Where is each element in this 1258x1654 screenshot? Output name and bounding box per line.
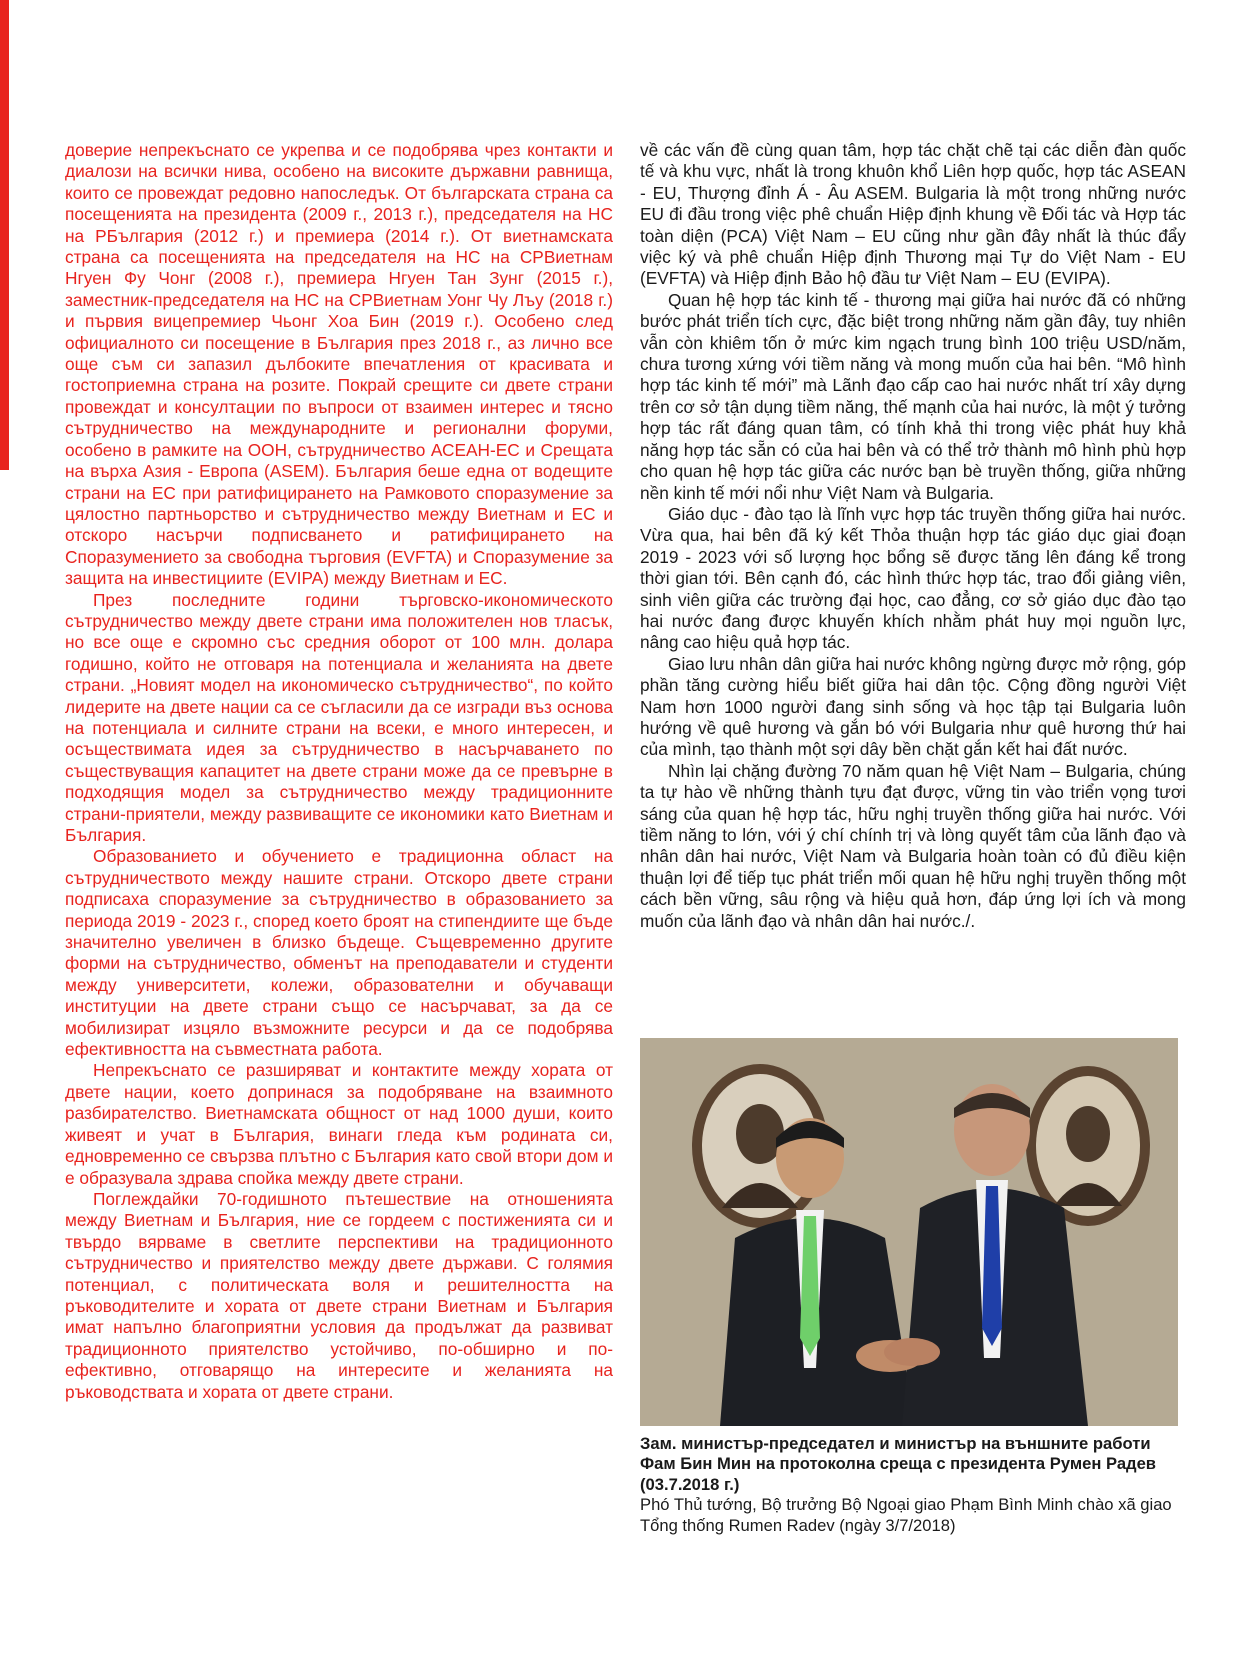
vn-paragraph-3: Giáo dục - đào tạo là lĩnh vực hợp tác truyền thống giữa hai nước. Vừa qua, hai bên đã ký kết Thỏa thuận hợp tác giáo dục giai đoạn 2019 - 2023 với số lượng học bổng sẽ được tăng lên đáng kể trong thời gian tới. Bên cạnh đó, các hình thức hợp tác, trao đổi giảng viên, sinh viên giữa các trường đại học, cao đẳng, cơ sở giáo dục đào tạo hai nước đang được khuyến khích nhằm phát huy mọi nguồn lực, nâng cao hiệu quả hợp tác.: [640, 503, 1186, 653]
vn-paragraph-1: về các vấn đề cùng quan tâm, hợp tác chặt chẽ tại các diễn đàn quốc tế và khu vực, nhất là trong khuôn khổ Liên hợp quốc, hợp tác ASEAN - EU, Thượng đỉnh Á - Âu ASEM. Bulgaria là một trong những nước EU đi đầu trong việc phê chuẩn Hiệp định khung về Đối tác và Hợp tác toàn diện (PCA) Việt Nam – EU cũng như gần đây nhất là thúc đẩy việc ký và phê chuẩn Hiệp định Thương mại Tự do Việt Nam - EU (EVFTA) và Hiệp định Bảo hộ đầu tư Việt Nam – EU (EVIPA).: [640, 140, 1186, 289]
caption-vietnamese: Phó Thủ tướng, Bộ trưởng Bộ Ngoại giao Phạm Bình Minh chào xã giao Tổng thống Rumen Radev (ngày 3/7/2018): [640, 1495, 1172, 1535]
vn-paragraph-2: Quan hệ hợp tác kinh tế - thương mại giữa hai nước đã có những bước phát triển tích cực, đặc biệt trong những năm gần đây, tuy nhiên vẫn còn khiêm tốn ở mức kim ngạch trung bình 100 triệu USD/năm, chưa tương xứng với tiềm năng và mong muốn của hai bên. “Mô hình hợp tác kinh tế mới” mà Lãnh đạo cấp cao hai nước nhất trí xây dựng trên cơ sở tận dụng tiềm năng, thế mạnh của hai nước, là một ý tưởng hợp tác rất đáng quan tâm, có tính khả thi trong việc phát huy khả năng hợp tác sẵn có của hai bên và có thể trở thành mô hình phù hợp cho quan hệ hợp tác giữa các nước bạn bè truyền thống, giữa những nền kinh tế mới nổi như Việt Nam và Bulgaria.: [640, 289, 1186, 503]
vn-paragraph-5: Nhìn lại chặng đường 70 năm quan hệ Việt Nam – Bulgaria, chúng ta tự hào về những thành tựu đạt được, vững tin vào triển vọng tươi sáng của quan hệ hợp tác, hữu nghị truyền thống giữa hai nước. Với tiềm năng to lớn, với ý chí chính trị và lòng quyết tâm của lãnh đạo và nhân dân hai nước, Việt Nam và Bulgaria hoàn toàn có đủ điều kiện thuận lợi để tiếp tục phát triển mối quan hệ hữu nghị truyền thống một cách bền vững, sâu rộng và hiệu quả hơn, đáp ứng lợi ích và mong muốn của lãnh đạo và nhân dân hai nước./.: [640, 760, 1186, 931]
bg-paragraph-4: Непрекъснато се разширяват и контактите между хората от двете нации, което допринася за подобряване на взаимното разбирателство. Виетнамската общност от над 1000 души, които живеят и учат в България, винаги гледа към родината си, едновременно се свързва плътно с България като свой втори дом и е образувала здрава спойка между двете страни.: [65, 1060, 613, 1188]
bg-paragraph-2: През последните години търговско-икономическото сътрудничество между двете страни има положителен нов тласък, но все още е скромно със средния оборот от 100 млн. долара годишно, който не отговаря на потенциала и желанията на двете страни. „Новият модел на икономическо сътрудничество“, по който лидерите на двете нации са се съгласили да се изгради въз основа на потенциала и силните страни на всеки, е много интересен, и осъществимата идея за сътрудничество в насърчаването по съществуващия капацитет на двете страни може да се превърне в подходящия модел за сътрудничество между традиционните страни-приятели, между развиващите се икономики като Виетнам и България.: [65, 589, 613, 845]
caption-bulgarian: Зам. министър-председател и министър на външните работи Фам Бин Мин на протоколна среща с президента Румен Радев (03.7.2018 г.): [640, 1434, 1157, 1494]
bg-paragraph-5: Поглеждайки 70-годишното пътешествие на отношенията между Виетнам и България, ние се гордеем с постиженията си и твърдо вярваме в светлите перспективи на традиционното сътрудничество и приятелство между двете държави. С голямия потенциал, с политическата воля и решителността на ръководителите и хората от двете страни Виетнам и България имат напълно благоприятни условия да продължат да развиват традиционното приятелство устойчиво, по-обширно и по-ефективно, отговарящо на интересите и желанията на ръководствата и хората от двете страни.: [65, 1188, 613, 1402]
red-edge-bar: [0, 0, 9, 470]
photo-caption: [640, 1434, 1180, 1536]
vn-paragraph-4: Giao lưu nhân dân giữa hai nước không ngừng được mở rộng, góp phần tăng cường hiểu biết giữa hai dân tộc. Cộng đồng người Việt Nam hơn 1000 người đang sinh sống và học tập tại Bulgaria luôn hướng về quê hương và gắn bó với Bulgaria như quê hương thứ hai của mình, tạo thành một sợi dây bền chặt gắn kết hai đất nước.: [640, 653, 1186, 760]
bulgarian-text-column: [65, 140, 613, 1403]
bg-paragraph-3: Образованието и обучението е традиционна област на сътрудничеството между нашите страни. Отскоро двете страни подписаха споразумение за сътрудничество в образованието за периода 2019 - 2023 г., според което броят на стипендиите ще бъде значително увеличен в близко бъдеще. Същевременно другите форми на сътрудничество, обменът на преподаватели и студенти между университети, колежи, образователни и обучаващи институции на двете страни също се насърчават, за да се мобилизират изцяло възможните ресурси и да се подобрява ефективността на съвместната работа.: [65, 846, 613, 1060]
bg-paragraph-1: доверие непрекъснато се укрепва и се подобрява чрез контакти и диалози на всички нива, особено на високите държавни равнища, които се провеждат редовно напоследък. От българската страна са посещенията на президента (2009 г., 2013 г.), председателя на НС на РБългария (2012 г.) и премиера (2014 г.). От виетнамската страна са посещенията на председателя на НС на СРВиетнам Нгуен Фу Чонг (2008 г.), премиера Нгуен Тан Зунг (2015 г.), заместник-председателя на НС на СРВиетнам Уонг Чу Лъу (2018 г.) и първия вицепремиер Чьонг Хоа Бин (2019 г.). Особено след официалното си посещение в България през 2018 г., аз лично все още съм си запазил дълбоките впечатления от красивата и гостоприемна страна на розите. Покрай срещите си двете страни провеждат и консултации по въпроси от взаимен интерес и тясно сътрудничество на международните и регионални форуми, особено в рамките на ООН, сътрудничество АСЕАН-ЕС и Срещата на върха Азия - Европа (ASEM). България беше една от водещите страни на ЕС при ратифицирането на Рамковото споразумение за цялостно партньорство и сътрудничество между Виетнам и ЕС и отскоро насърчи подписването и ратифицирането на Споразумението за свободна търговия (EVFTA) и Споразумение за защита на инвестициите (EVIPA) между Виетнам и ЕС.: [65, 140, 613, 589]
handshake-photo-illustration: [640, 1038, 1178, 1426]
vietnamese-text-column: [640, 140, 1186, 932]
handshake-photo: [640, 1038, 1178, 1426]
